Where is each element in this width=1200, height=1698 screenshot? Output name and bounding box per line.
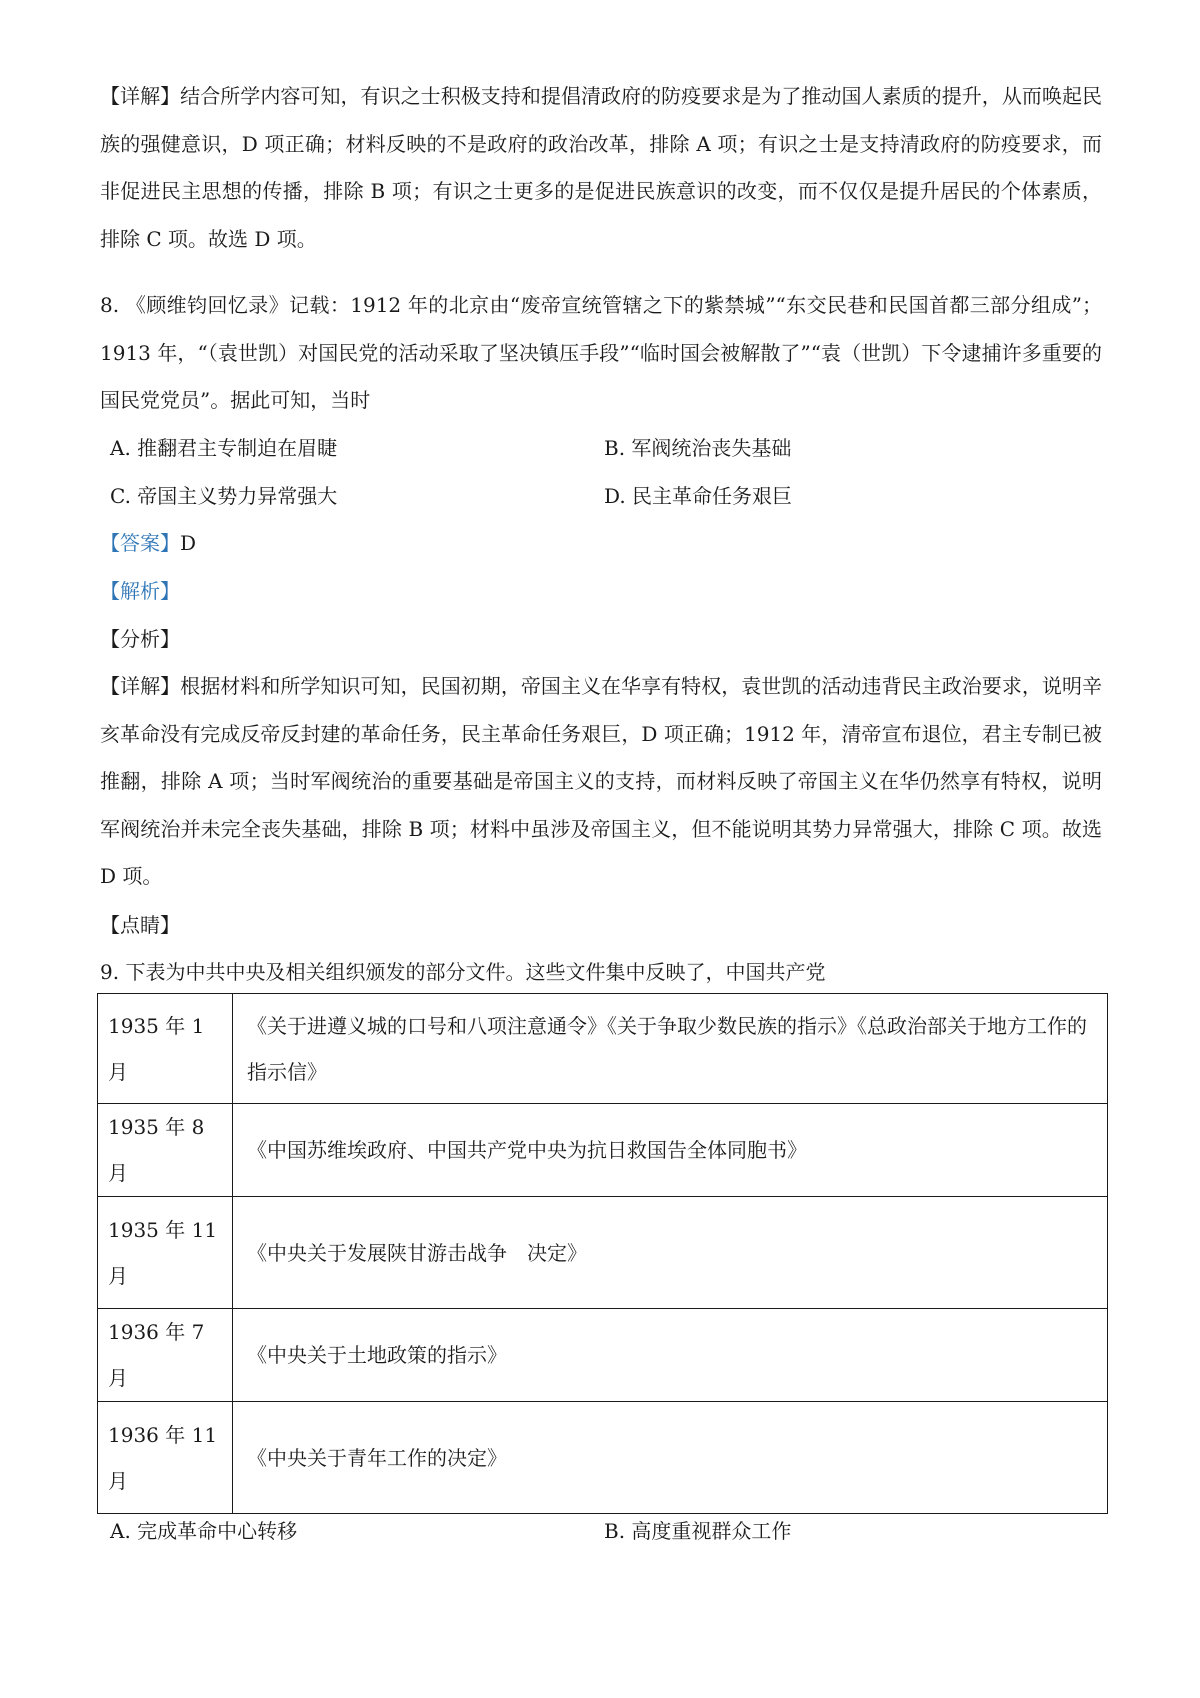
q8-option-b: B. 军阀统治丧失基础 <box>604 436 792 460</box>
q7-detail: 【详解】结合所学内容可知，有识之士积极支持和提倡清政府的防疫要求是为了推动国人素质的提升，从而唤起民族的强健意识，D 项正确；材料反映的不是政府的政治改革，排除 A 项；有识之士是支持清政府的防疫要求，而非促进民主思想的传播，排除 B 项；有识之士更多的是促进民族意识的改变，而不仅仅是提升居民的个体素质，排除 C 项。故选 D 项。 <box>100 84 1102 251</box>
row-date: 1935 年 8 月 <box>98 1104 233 1197</box>
row-documents: 《中央关于发展陕甘游击战争 决定》 <box>233 1197 1108 1309</box>
table-row <box>98 1309 1108 1402</box>
q8-option-c: C. 帝国主义势力异常强大 <box>110 484 338 508</box>
table-row <box>98 1104 1108 1197</box>
row-documents: 《中国苏维埃政府、中国共产党中央为抗日救国告全体同胞书》 <box>233 1104 1108 1197</box>
table-row <box>98 994 1108 1104</box>
table-row <box>98 1197 1108 1309</box>
table-row <box>98 1402 1108 1514</box>
q9-option-a: A. 完成革命中心转移 <box>110 1519 298 1543</box>
q9-document-table <box>97 993 1108 1514</box>
q8-stem: 8. 《顾维钧回忆录》记载：1912 年的北京由“废帝宣统管辖之下的紫禁城”“东交民巷和民国首都三部分组成”；1913 年，“（袁世凯）对国民党的活动采取了坚决镇压手段”“临时国会被解散了”“袁（世凯）下令逮捕许多重要的国民党党员”。据此可知，当时 <box>100 293 1102 412</box>
row-documents: 《中央关于土地政策的指示》 <box>233 1309 1108 1402</box>
row-documents: 《关于进遵义城的口号和八项注意通令》《关于争取少数民族的指示》《总政治部关于地方工作的指示信》 <box>233 994 1108 1104</box>
q8-analysis-label: 【解析】 <box>100 579 180 603</box>
q8-fenxi-label: 【分析】 <box>100 627 180 651</box>
q9-option-b: B. 高度重视群众工作 <box>604 1519 792 1543</box>
q8-dianjing-label: 【点睛】 <box>100 913 180 937</box>
row-date: 1935 年 1 月 <box>98 994 233 1104</box>
q8-detail: 【详解】根据材料和所学知识可知，民国初期，帝国主义在华享有特权，袁世凯的活动违背民主政治要求，说明辛亥革命没有完成反帝反封建的革命任务，民主革命任务艰巨，D 项正确；1912 年，清帝宣布退位，君主专制已被推翻，排除 A 项；当时军阀统治的重要基础是帝国主义的支持，而材料反映了帝国主义在华仍然享有特权，说明军阀统治并未完全丧失基础，排除 B 项；材料中虽涉及帝国主义，但不能说明其势力异常强大，排除 C 项。故选 D 项。 <box>100 674 1102 888</box>
answer-value: D <box>180 531 197 555</box>
q8-option-d: D. 民主革命任务艰巨 <box>604 484 793 508</box>
row-date: 1936 年 7 月 <box>98 1309 233 1402</box>
row-date: 1935 年 11 月 <box>98 1197 233 1309</box>
row-documents: 《中央关于青年工作的决定》 <box>233 1402 1108 1514</box>
q8-answer <box>100 531 196 555</box>
answer-label: 【答案】 <box>100 531 180 555</box>
q8-option-a: A. 推翻君主专制迫在眉睫 <box>110 436 338 460</box>
row-date: 1936 年 11 月 <box>98 1402 233 1514</box>
q9-stem: 9. 下表为中共中央及相关组织颁发的部分文件。这些文件集中反映了，中国共产党 <box>100 960 826 984</box>
